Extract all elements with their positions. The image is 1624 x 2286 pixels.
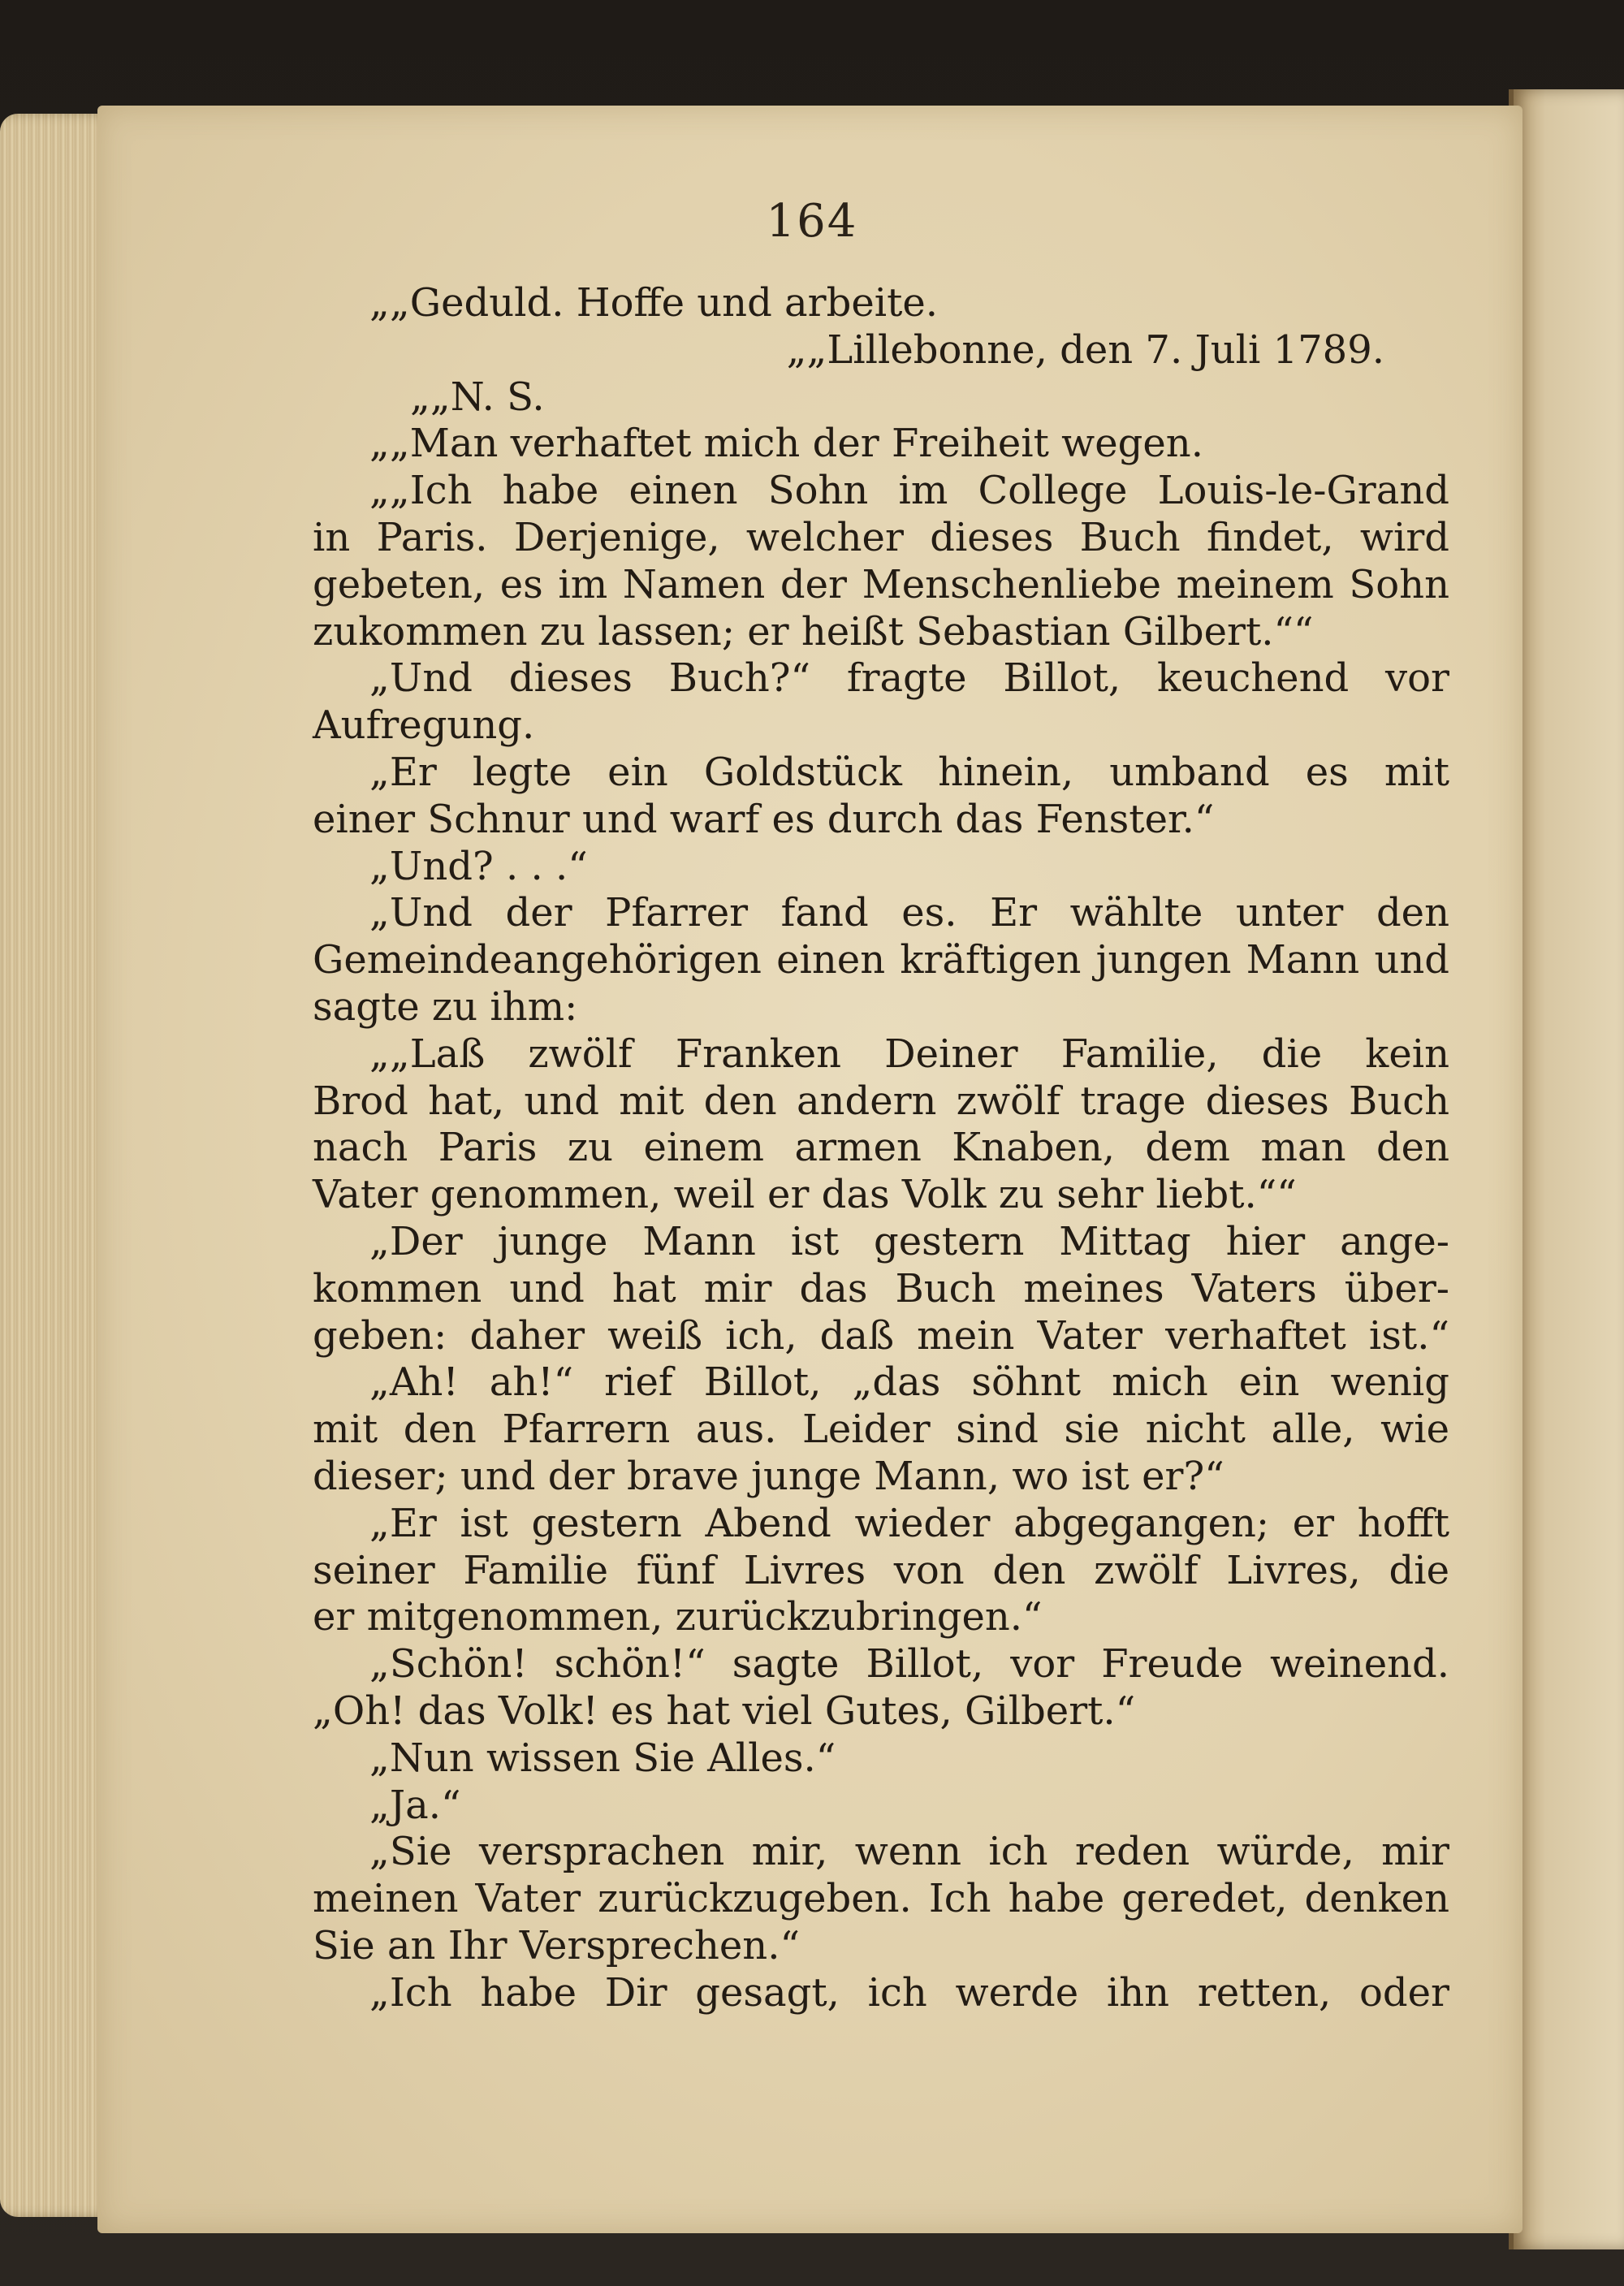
text-line: „Sie versprachen mir, wenn ich reden würde, mir: [369, 1829, 1449, 1875]
text-line: „Der junge Mann ist gestern Mittag hier ange-: [369, 1218, 1449, 1264]
text-line: „Schön! schön!“ sagte Billot, vor Freude weinend.: [369, 1641, 1449, 1687]
text-line: „Ja.“: [369, 1782, 461, 1828]
text-line: meinen Vater zurückzugeben. Ich habe geredet, denken: [313, 1876, 1449, 1922]
text-line: mit den Pfarrern aus. Leider sind sie nicht alle, wie: [313, 1407, 1449, 1453]
text-line: geben: daher weiß ich, daß mein Vater verhaftet ist.“: [313, 1312, 1449, 1359]
text-line: Aufregung.: [313, 702, 535, 749]
text-line: „Nun wissen Sie Alles.“: [369, 1735, 836, 1781]
text-line: „„Ich habe einen Sohn im College Louis-le-Grand: [369, 468, 1449, 514]
text-line: „Und der Pfarrer fand es. Er wählte unter den: [369, 890, 1449, 936]
text-line: „Und dieses Buch?“ fragte Billot, keuchend vor: [369, 655, 1449, 702]
text-line: Brod hat, und mit den andern zwölf trage dieses Buch: [313, 1078, 1449, 1124]
text-line: sagte zu ihm:: [313, 983, 578, 1030]
text-line: einer Schnur und warf es durch das Fenster.“: [313, 796, 1215, 842]
text-line: gebeten, es im Namen der Menschenliebe meinem Sohn: [313, 561, 1449, 607]
text-line: „Er legte ein Goldstück hinein, umband es mit: [369, 749, 1449, 795]
text-line: Gemeindeangehörigen einen kräftigen jungen Mann und: [313, 937, 1449, 983]
text-line: „Oh! das Volk! es hat viel Gutes, Gilbert.“: [313, 1687, 1136, 1734]
text-line: zukommen zu lassen; er heißt Sebastian Gilbert.““: [313, 608, 1314, 655]
text-line: „„Man verhaftet mich der Freiheit wegen.: [369, 421, 1203, 467]
text-line: Sie an Ihr Versprechen.“: [313, 1922, 800, 1968]
text-line: „„Geduld. Hoffe und arbeite.: [369, 280, 939, 326]
text-line: kommen und hat mir das Buch meines Vaters über-: [313, 1265, 1449, 1312]
text-line: „„N. S.: [410, 374, 545, 420]
text-line: dieser; und der brave junge Mann, wo ist er?“: [313, 1453, 1224, 1499]
text-line: er mitgenommen, zurückzubringen.“: [313, 1594, 1043, 1640]
text-line: „Er ist gestern Abend wieder abgegangen; er hofft: [369, 1500, 1449, 1546]
text-line: nach Paris zu einem armen Knaben, dem man den: [313, 1125, 1449, 1171]
text-line: „Ich habe Dir gesagt, ich werde ihn retten, oder: [369, 1969, 1449, 2016]
text-line: in Paris. Derjenige, welcher dieses Buch findet, wird: [313, 514, 1449, 560]
text-line: „Ah! ah!“ rief Billot, „das söhnt mich ein wenig: [369, 1359, 1449, 1406]
page-body-text: [313, 280, 1449, 2016]
text-line: „Und? . . .“: [369, 843, 588, 889]
facing-page-edge: [1512, 89, 1624, 2249]
text-line: „„Lillebonne, den 7. Juli 1789.: [786, 326, 1384, 373]
text-line: seiner Familie fünf Livres von den zwölf Livres, die: [313, 1547, 1449, 1593]
page-number: 164: [766, 195, 858, 248]
text-line: „„Laß zwölf Franken Deiner Familie, die kein: [369, 1031, 1449, 1077]
text-line: Vater genommen, weil er das Volk zu sehr liebt.““: [313, 1172, 1297, 1218]
